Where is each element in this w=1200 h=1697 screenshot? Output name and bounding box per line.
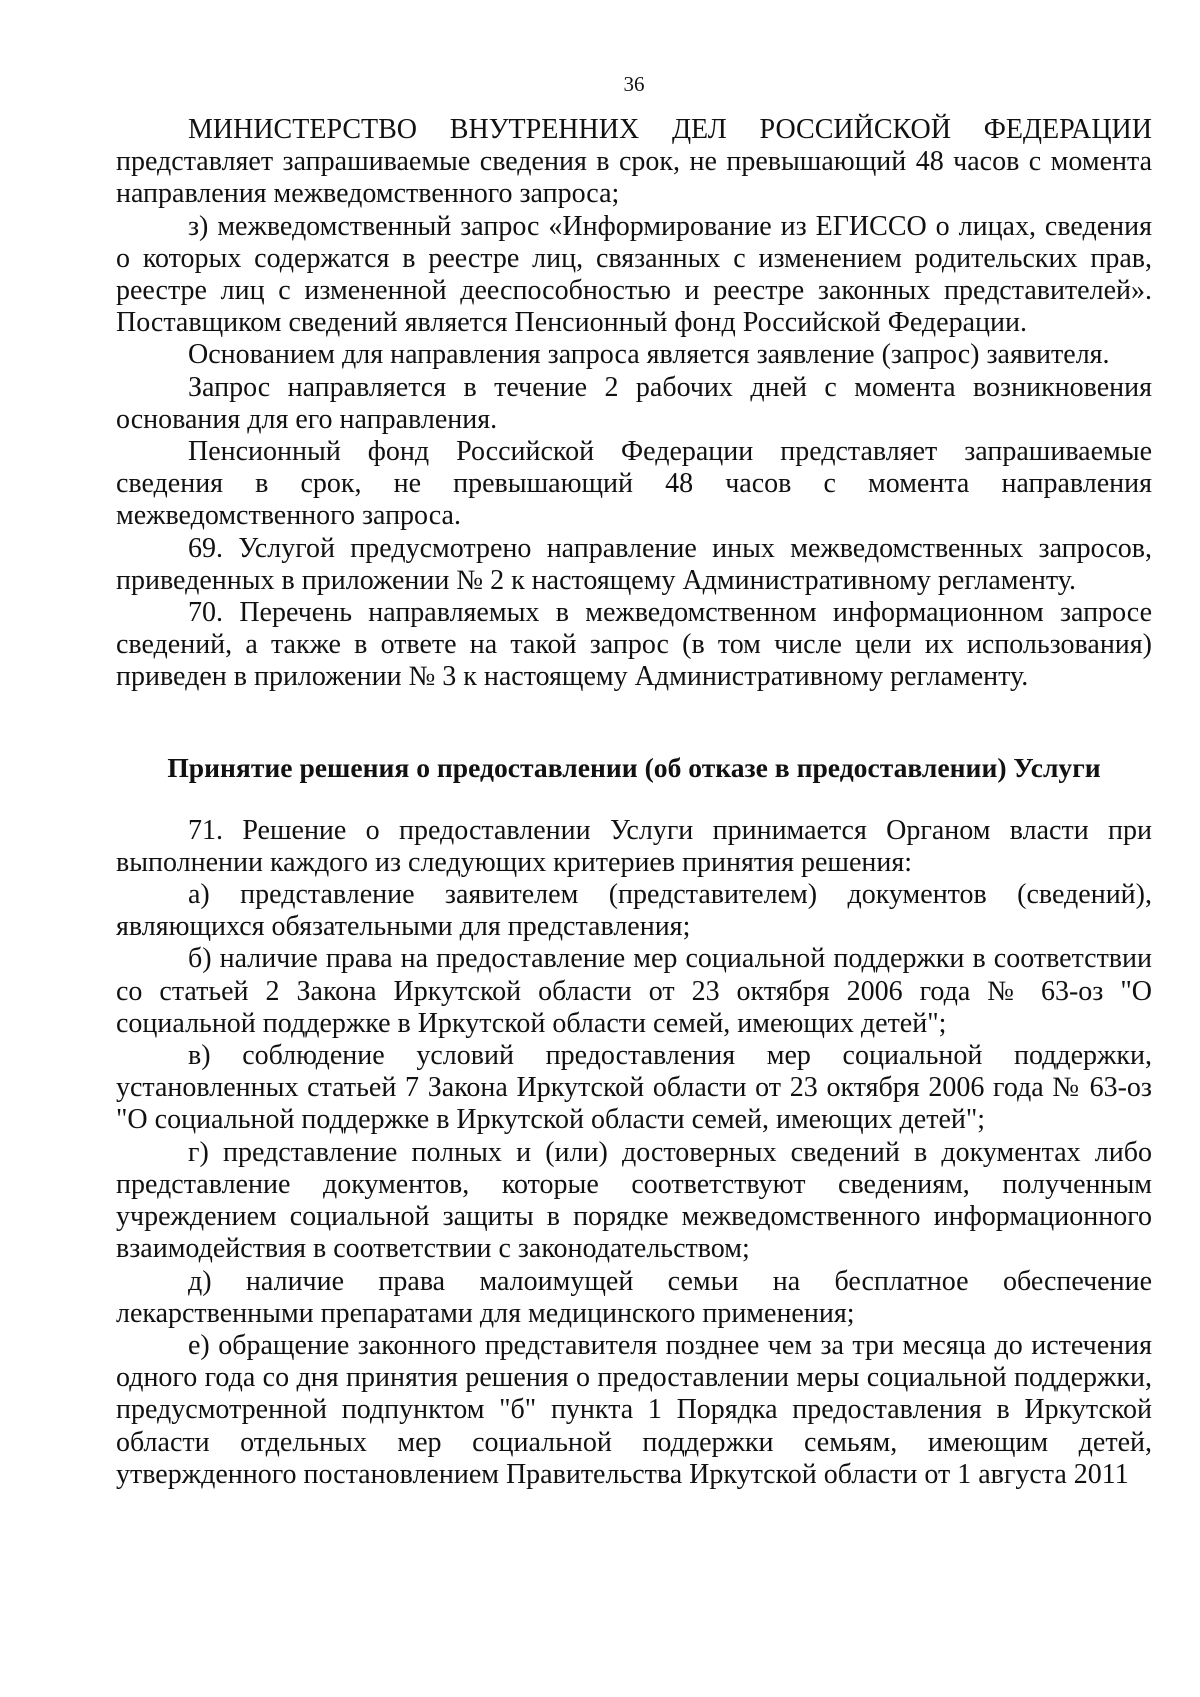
section-title: Принятие решения о предоставлении (об отказе в предоставлении) Услуги xyxy=(167,751,1101,783)
paragraph-70: 70. Перечень направляемых в межведомственном информационном запросе сведений, а также в ответе на такой запрос (в том числе цели их использования) приведен в приложении № 3 к настоящему Административному регламенту. xyxy=(116,597,1152,693)
criterion-g: г) представление полных и (или) достоверных сведений в документах либо представление документов, которые соответствуют сведениям, полученным учреждением социальной защиты в порядке межведомственного информационного взаимодействия в соответствии с законодательством; xyxy=(116,1136,1152,1265)
paragraph-request-timing: Запрос направляется в течение 2 рабочих дней с момента возникновения основания для его направления. xyxy=(116,371,1152,435)
paragraph-71: 71. Решение о предоставлении Услуги принимается Органом власти при выполнении каждого из следующих критериев принятия решения: xyxy=(116,814,1152,878)
paragraph-69: 69. Услугой предусмотрено направление иных межведомственных запросов, приведенных в приложении № 2 к настоящему Административному регламенту. xyxy=(116,532,1152,596)
paragraph-request-basis: Основанием для направления запроса является заявление (запрос) заявителя. xyxy=(188,339,1110,371)
document-body xyxy=(116,114,1152,1491)
page-number: 36 xyxy=(623,72,645,96)
paragraph-item-z: з) межведомственный запрос «Информирование из ЕГИССО о лицах, сведения о которых содержатся в реестре лиц, связанных с изменением родительских прав, реестре лиц с измененной дееспособностью и реестре законных представителей». Поставщиком сведений является Пенсионный фонд Российской Федерации. xyxy=(116,210,1152,339)
paragraph-mvd-response: МИНИСТЕРСТВО ВНУТРЕННИХ ДЕЛ РОССИЙСКОЙ ФЕДЕРАЦИИ представляет запрашиваемые сведения в срок, не превышающий 48 часов с момента направления межведомственного запроса; xyxy=(116,114,1152,210)
criterion-e: е) обращение законного представителя позднее чем за три месяца до истечения одного года со дня принятия решения о предоставлении меры социальной поддержки, предусмотренной подпунктом "б" пункта 1 Порядка предоставления в Иркутской области отдельных мер социальной поддержки семьям, имеющим детей, утвержденного постановлением Правительства Иркутской области от 1 августа 2011 xyxy=(116,1329,1152,1490)
criterion-v: в) соблюдение условий предоставления мер социальной поддержки, установленных статьей 7 Закона Иркутской области от 23 октября 2006 года № 63-оз "О социальной поддержке в Иркутской области семей, имеющих детей"; xyxy=(116,1040,1152,1136)
criterion-d: д) наличие права малоимущей семьи на бесплатное обеспечение лекарственными препаратами для медицинского применения; xyxy=(116,1265,1152,1329)
paragraph-pfr-response: Пенсионный фонд Российской Федерации представляет запрашиваемые сведения в срок, не превышающий 48 часов с момента направления межведомственного запроса. xyxy=(116,436,1152,532)
criterion-b: б) наличие права на предоставление мер социальной поддержки в соответствии со статьей 2 Закона Иркутской области от 23 октября 2006 года № 63-оз "О социальной поддержке в Иркутской области семей, имеющих детей"; xyxy=(116,943,1152,1039)
criterion-a: а) представление заявителем (представителем) документов (сведений), являющихся обязательными для представления; xyxy=(116,879,1152,943)
